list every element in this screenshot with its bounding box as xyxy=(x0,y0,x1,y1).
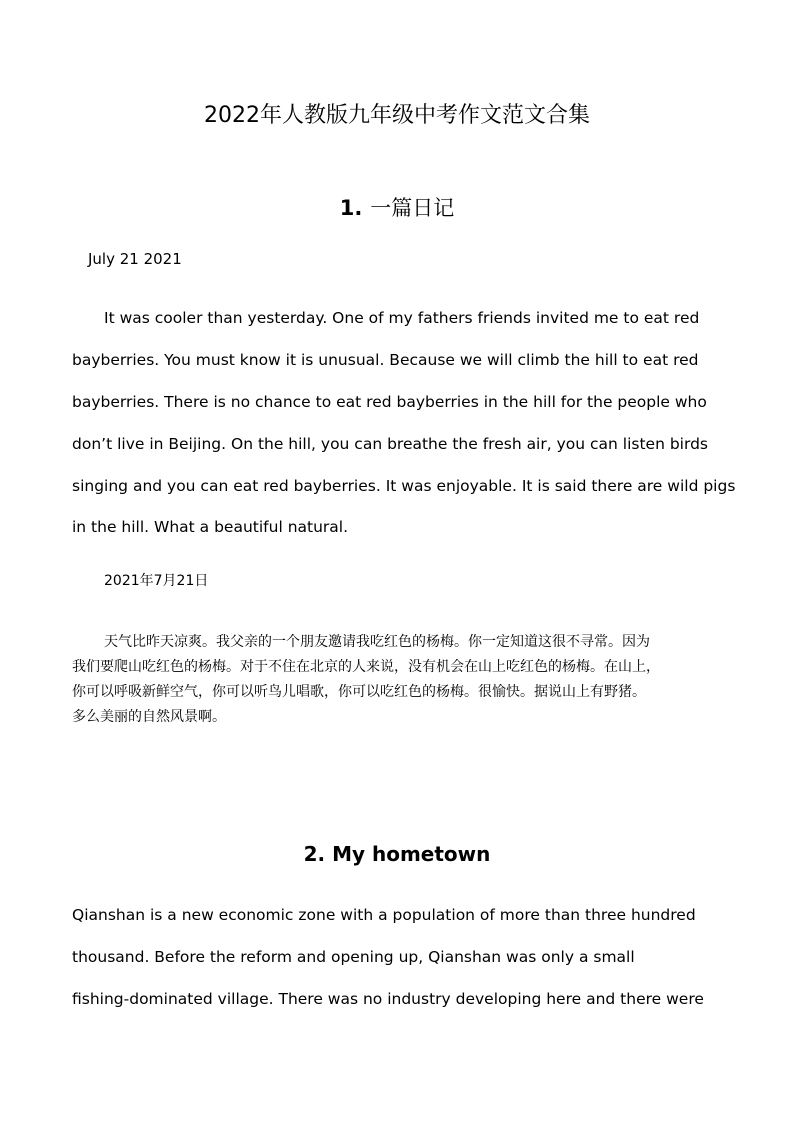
diary-date-chinese: 2021年7月21日 xyxy=(104,573,209,589)
document-title: 2022年人教版九年级中考作文范文合集 xyxy=(204,103,590,128)
hometown-line-3: fishing-dominated village. There was no industry developing here and there were xyxy=(72,990,704,1008)
diary-date-english: July 21 2021 xyxy=(88,250,182,268)
diary-english-line-3: bayberries. There is no chance to eat red bayberries in the hill for the people who xyxy=(72,393,707,411)
hometown-line-2: thousand. Before the reform and opening up, Qianshan was only a small xyxy=(72,948,635,966)
diary-english-line-1: It was cooler than yesterday. One of my fathers friends invited me to eat red xyxy=(104,309,700,327)
hometown-line-1: Qianshan is a new economic zone with a population of more than three hundred xyxy=(72,906,696,924)
diary-chinese-line-3: 你可以呼吸新鲜空气，你可以听鸟儿唱歌，你可以吃红色的杨梅。很愉快。据说山上有野猪。 xyxy=(72,684,646,700)
section-1-heading xyxy=(0,192,794,222)
diary-chinese-line-2: 我们要爬山吃红色的杨梅。对于不住在北京的人来说，没有机会在山上吃红色的杨梅。在山上， xyxy=(72,659,660,675)
diary-english-line-6: in the hill. What a beautiful natural. xyxy=(72,518,349,536)
diary-chinese-line-1: 天气比昨天凉爽。我父亲的一个朋友邀请我吃红色的杨梅。你一定知道这很不寻常。因为 xyxy=(104,634,650,650)
diary-english-line-4: don’t live in Beijing. On the hill, you can breathe the fresh air, you can listen birds xyxy=(72,435,708,453)
section-1-title: 一篇日记 xyxy=(370,196,455,220)
diary-english-line-5: singing and you can eat red bayberries. It was enjoyable. It is said there are wild pigs xyxy=(72,477,736,495)
section-1-number: 1. xyxy=(339,196,363,220)
diary-english-line-2: bayberries. You must know it is unusual. Because we will climb the hill to eat red xyxy=(72,351,699,369)
diary-chinese-line-4: 多么美丽的自然风景啊。 xyxy=(72,709,226,725)
section-2-heading: 2. My hometown xyxy=(303,842,491,866)
